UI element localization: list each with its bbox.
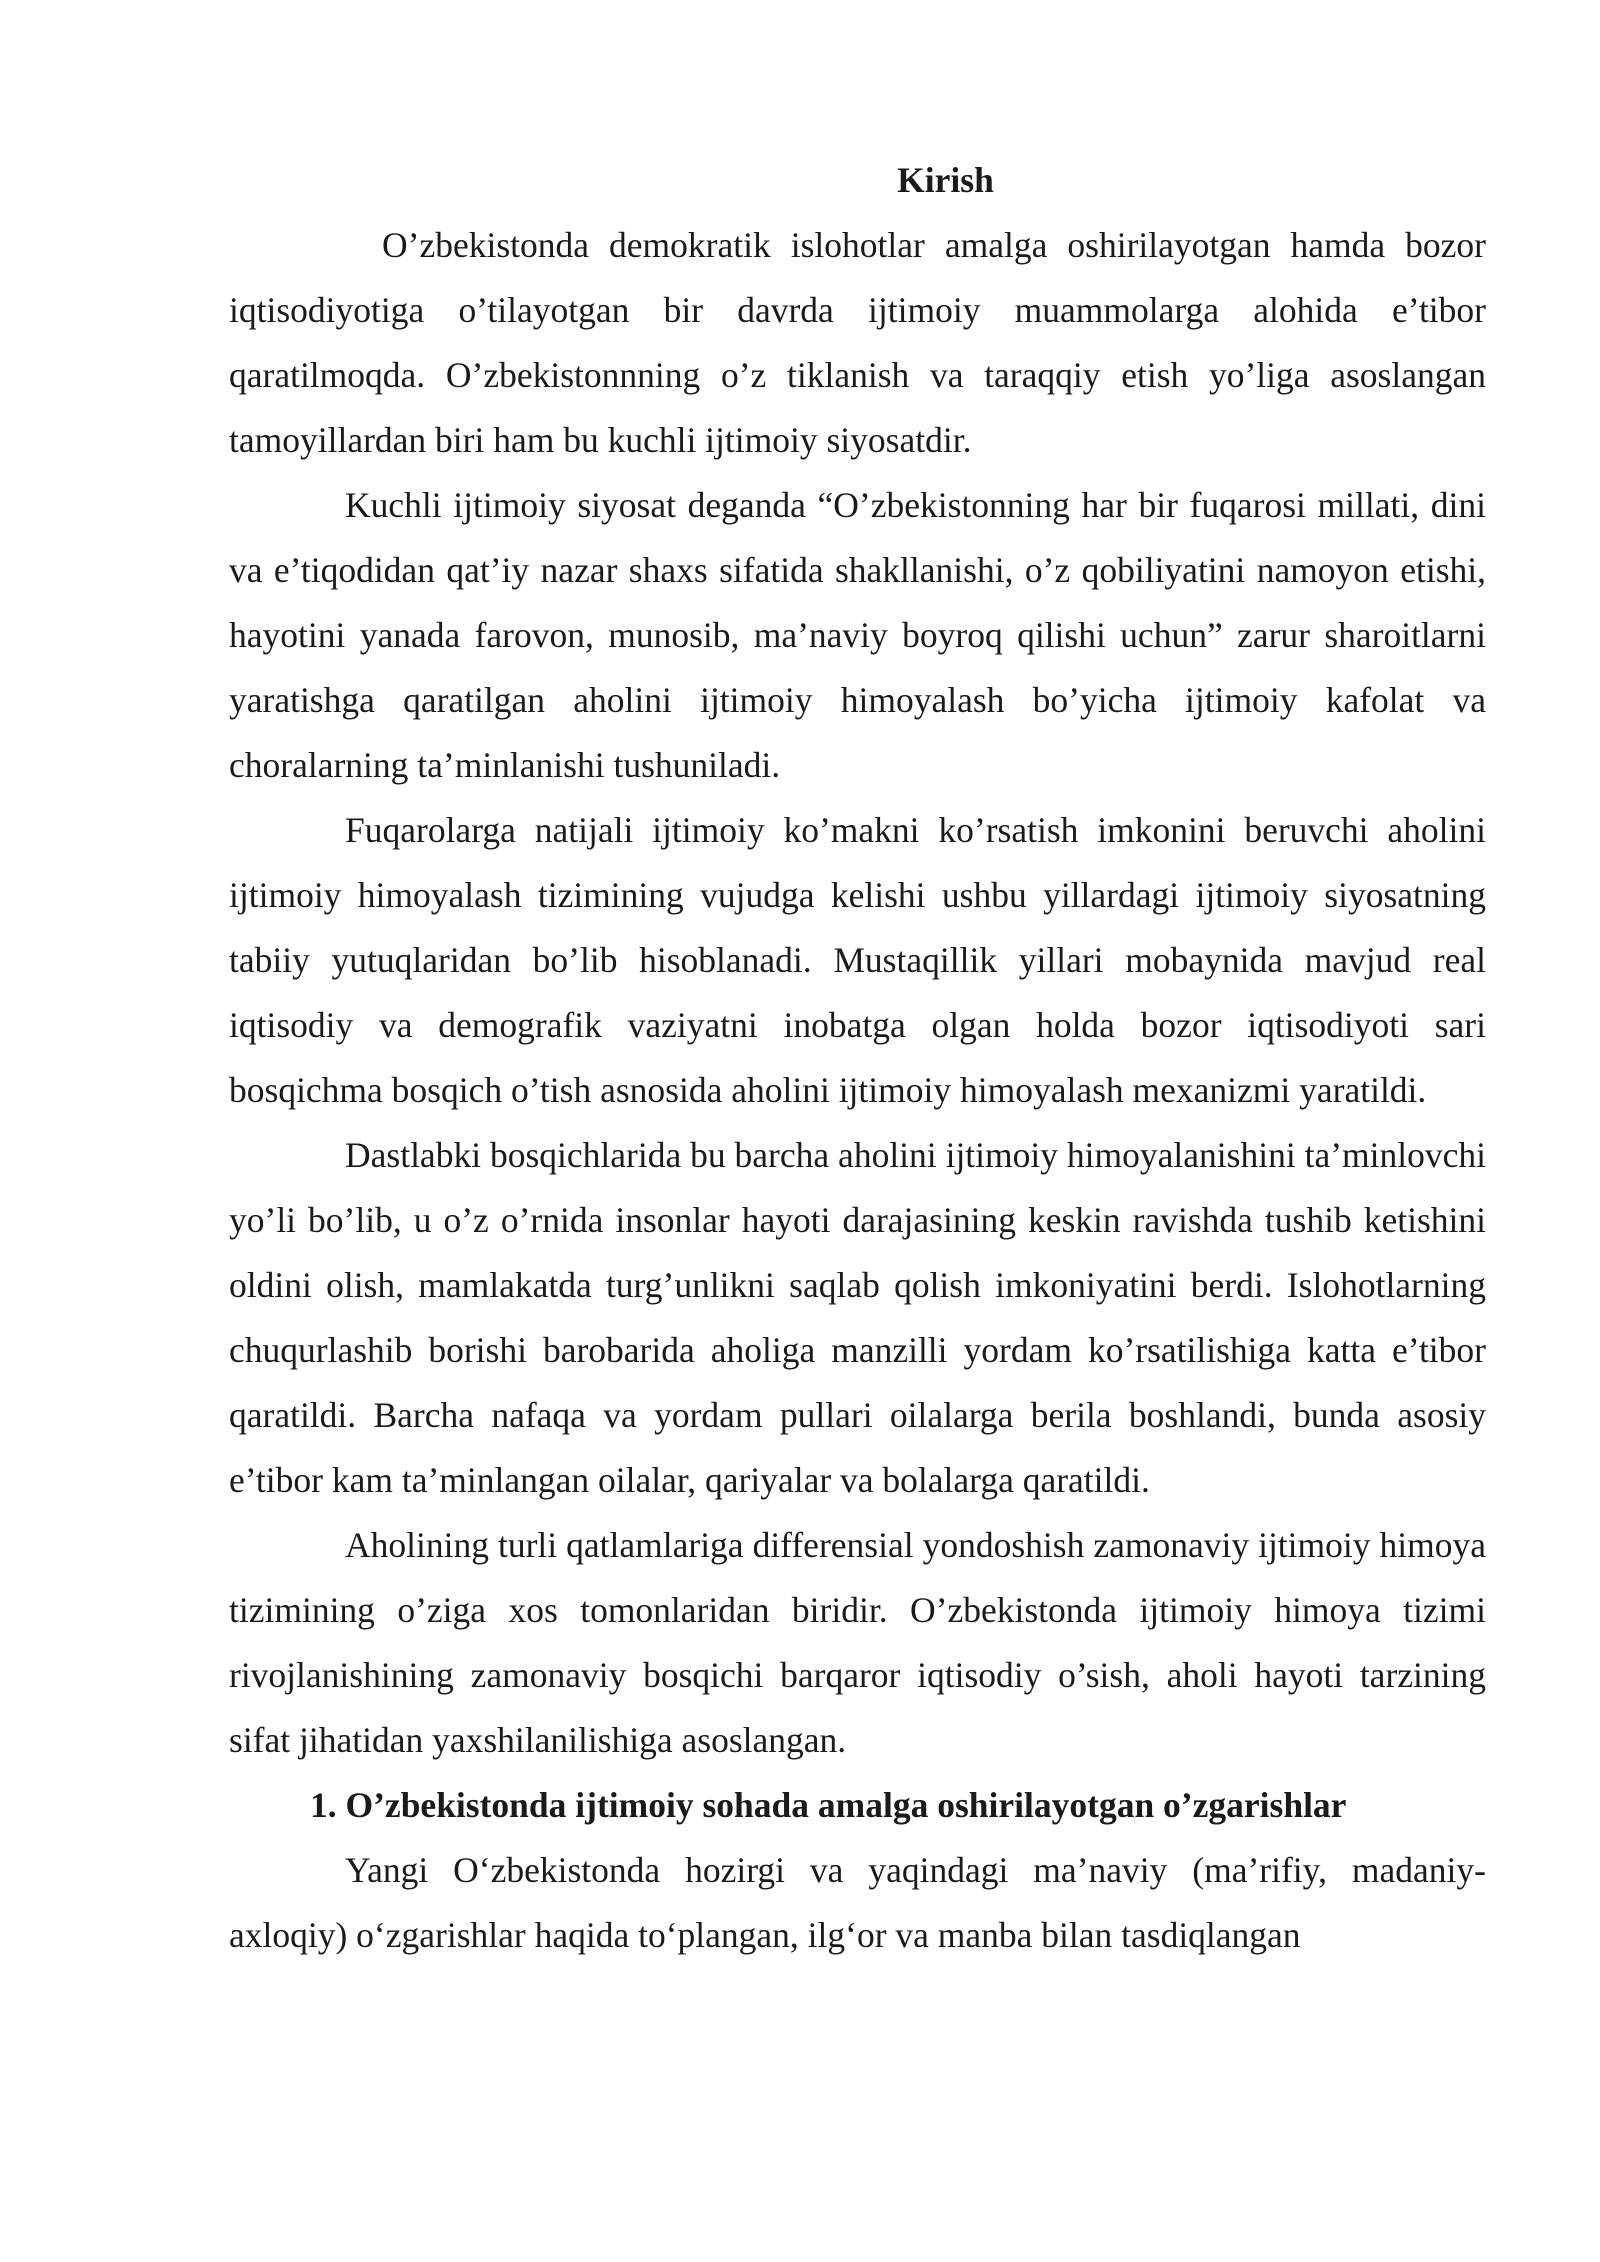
paragraph-1: O’zbekistonda demokratik islohotlar amalga oshirilayotgan hamda bozor iqtisodiyotiga o’tilayotgan bir davrda ijtimoiy muammolarga alohida e’tibor qaratilmoqda. O’zbekistonnning o’z tiklanish va taraqqiy etish yo’liga asoslangan tamoyillardan biri ham bu kuchli ijtimoiy siyosatdir. [229,225,1486,460]
section-paragraph: Yangi O‘zbekistonda hozirgi va yaqindagi ma’naviy (ma’rifiy, madaniy-axloqiy) o‘zgarishlar haqida to‘plangan, ilg‘or va manba bilan tasdiqlangan [229,1850,1486,1955]
document-body [229,148,1486,1968]
paragraph-2: Kuchli ijtimoiy siyosat deganda “O’zbekistonning har bir fuqarosi millati, dini va e’tiqodidan qat’iy nazar shaxs sifatida shakllanishi, o’z qobiliyatini namoyon etishi, hayotini yanada farovon, munosib, ma’naviy boyroq qilishi uchun” zarur sharoitlarni yaratishga qaratilgan aholini ijtimoiy himoyalash bo’yicha ijtimoiy kafolat va choralarning ta’minlanishi tushuniladi. [229,485,1486,785]
section-heading: 1. O’zbekistonda ijtimoiy sohada amalga oshirilayotgan o’zgarishlar [310,1785,1347,1825]
paragraph-5: Aholining turli qatlamlariga differensial yondoshish zamonaviy ijtimoiy himoya tizimining o’ziga xos tomonlaridan biridir. O’zbekistonda ijtimoiy himoya tizimi rivojlanishining zamonaviy bosqichi barqaror iqtisodiy o’sish, aholi hayoti tarzining sifat jihatidan yaxshilanilishiga asoslangan. [229,1525,1486,1760]
paragraph-3: Fuqarolarga natijali ijtimoiy ko’makni ko’rsatish imkonini beruvchi aholini ijtimoiy himoyalash tizimining vujudga kelishi ushbu yillardagi ijtimoiy siyosatning tabiiy yutuqlaridan bo’lib hisoblanadi. Mustaqillik yillari mobaynida mavjud real iqtisodiy va demografik vaziyatni inobatga olgan holda bozor iqtisodiyoti sari bosqichma bosqich o’tish asnosida aholini ijtimoiy himoyalash mexanizmi yaratildi. [229,810,1486,1110]
paragraph-4: Dastlabki bosqichlarida bu barcha aholini ijtimoiy himoyalanishini ta’minlovchi yo’li bo’lib, u o’z o’rnida insonlar hayoti darajasining keskin ravishda tushib ketishini oldini olish, mamlakatda turg’unlikni saqlab qolish imkoniyatini berdi. Islohotlarning chuqurlashib borishi barobarida aholiga manzilli yordam ko’rsatilishiga katta e’tibor qaratildi. Barcha nafaqa va yordam pullari oilalarga berila boshlandi, bunda asosiy e’tibor kam ta’minlangan oilalar, qariyalar va bolalarga qaratildi. [229,1135,1486,1500]
document-title: Kirish [897,160,994,200]
